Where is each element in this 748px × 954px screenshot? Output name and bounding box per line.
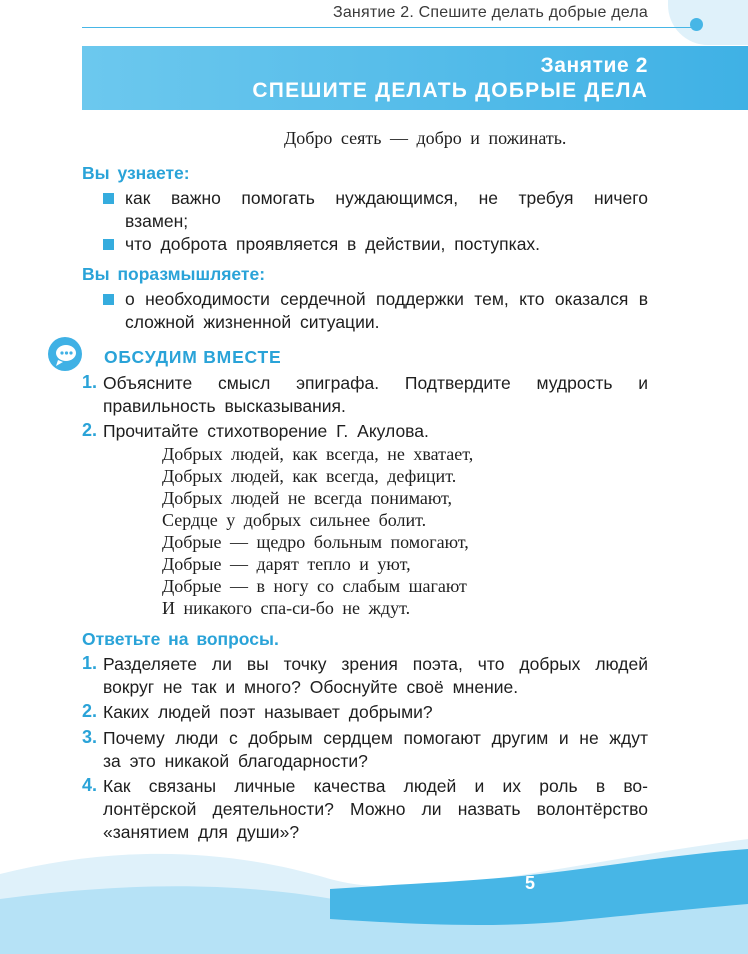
poem-line: Добрые — дарят тепло и уют, [162,554,411,574]
epigraph: Добро сеять — добро и пожинать. [284,128,567,148]
item-number: 2. [82,420,98,440]
item-number: 4. [82,775,98,795]
lesson-title: СПЕШИТЕ ДЕЛАТЬ ДОБРЫЕ ДЕЛА [252,79,648,102]
poem [162,443,473,619]
item-text: Как связаны личные качества людей и их роль в волонтёрской деятельности? Можно ли назвать волонтёрство «занятием для души»? [103,776,648,842]
item-number: 1. [82,653,98,673]
item-text: Каких людей поэт называет добрыми? [103,702,433,722]
poem-line: И никакого спа-си-бо не ждут. [162,598,411,618]
questions-heading: Ответьте на вопросы. [82,629,279,649]
numbered-item [82,372,648,418]
learn-heading: Вы узнаете: [82,163,190,183]
item-number: 2. [82,701,98,721]
lesson-number: Занятие 2 [540,54,648,77]
header-corner-decoration [668,0,748,45]
numbered-item [82,653,648,699]
running-head: Занятие 2. Спешите делать добрые дела [332,4,648,21]
poem-line: Добрые — щедро больным помогают, [162,532,469,552]
bullet-square-icon [103,193,114,204]
bullet-square-icon [103,294,114,305]
poem-line: Добрые — в ногу со слабым шагают [162,576,467,596]
list-item-text: что доброта проявляется в действии, поступках. [125,234,541,254]
poem-line: Добрых людей, как всегда, дефицит. [162,466,457,486]
item-text: Объясните смысл эпиграфа. Подтвердите мудрость и правильность высказывания. [103,373,648,416]
poem-line: Добрых людей не всегда понимают, [162,488,453,508]
item-text: Разделяете ли вы точку зрения поэта, что добрых людей вокруг не так и много? Обоснуйте своё мнение. [103,654,648,697]
numbered-item [82,701,648,724]
list-item [103,288,648,334]
item-number: 3. [82,727,98,747]
list-item-text: о необходимости сердечной поддержки тем, кто оказался в сложной жизненной ситуации. [125,289,648,332]
discussion-bubble-icon [47,336,83,372]
header-rule [82,27,694,28]
footer-wave-decoration [0,824,748,954]
bullet-square-icon [103,239,114,250]
page-number: 5 [525,873,536,893]
numbered-item [82,727,648,773]
list-item [103,187,648,233]
item-text: Прочитайте стихотворение Г. Акулова. [103,421,429,441]
list-item-text: как важно помогать нуждающимся, не требуя ничего взамен; [125,188,648,231]
poem-line: Сердце у добрых сильнее болит. [162,510,427,530]
poem-line: Добрых людей, как всегда, не хватает, [162,444,474,464]
reflect-heading: Вы поразмышляете: [82,264,266,284]
item-text: Почему люди с добрым сердцем помогают другим и не ждут за это никакой благодарности? [103,728,648,771]
item-number: 1. [82,372,98,392]
discuss-heading: ОБСУДИМ ВМЕСТЕ [104,347,282,367]
numbered-item [82,420,648,443]
header-dot [690,18,703,31]
list-item [103,233,648,256]
